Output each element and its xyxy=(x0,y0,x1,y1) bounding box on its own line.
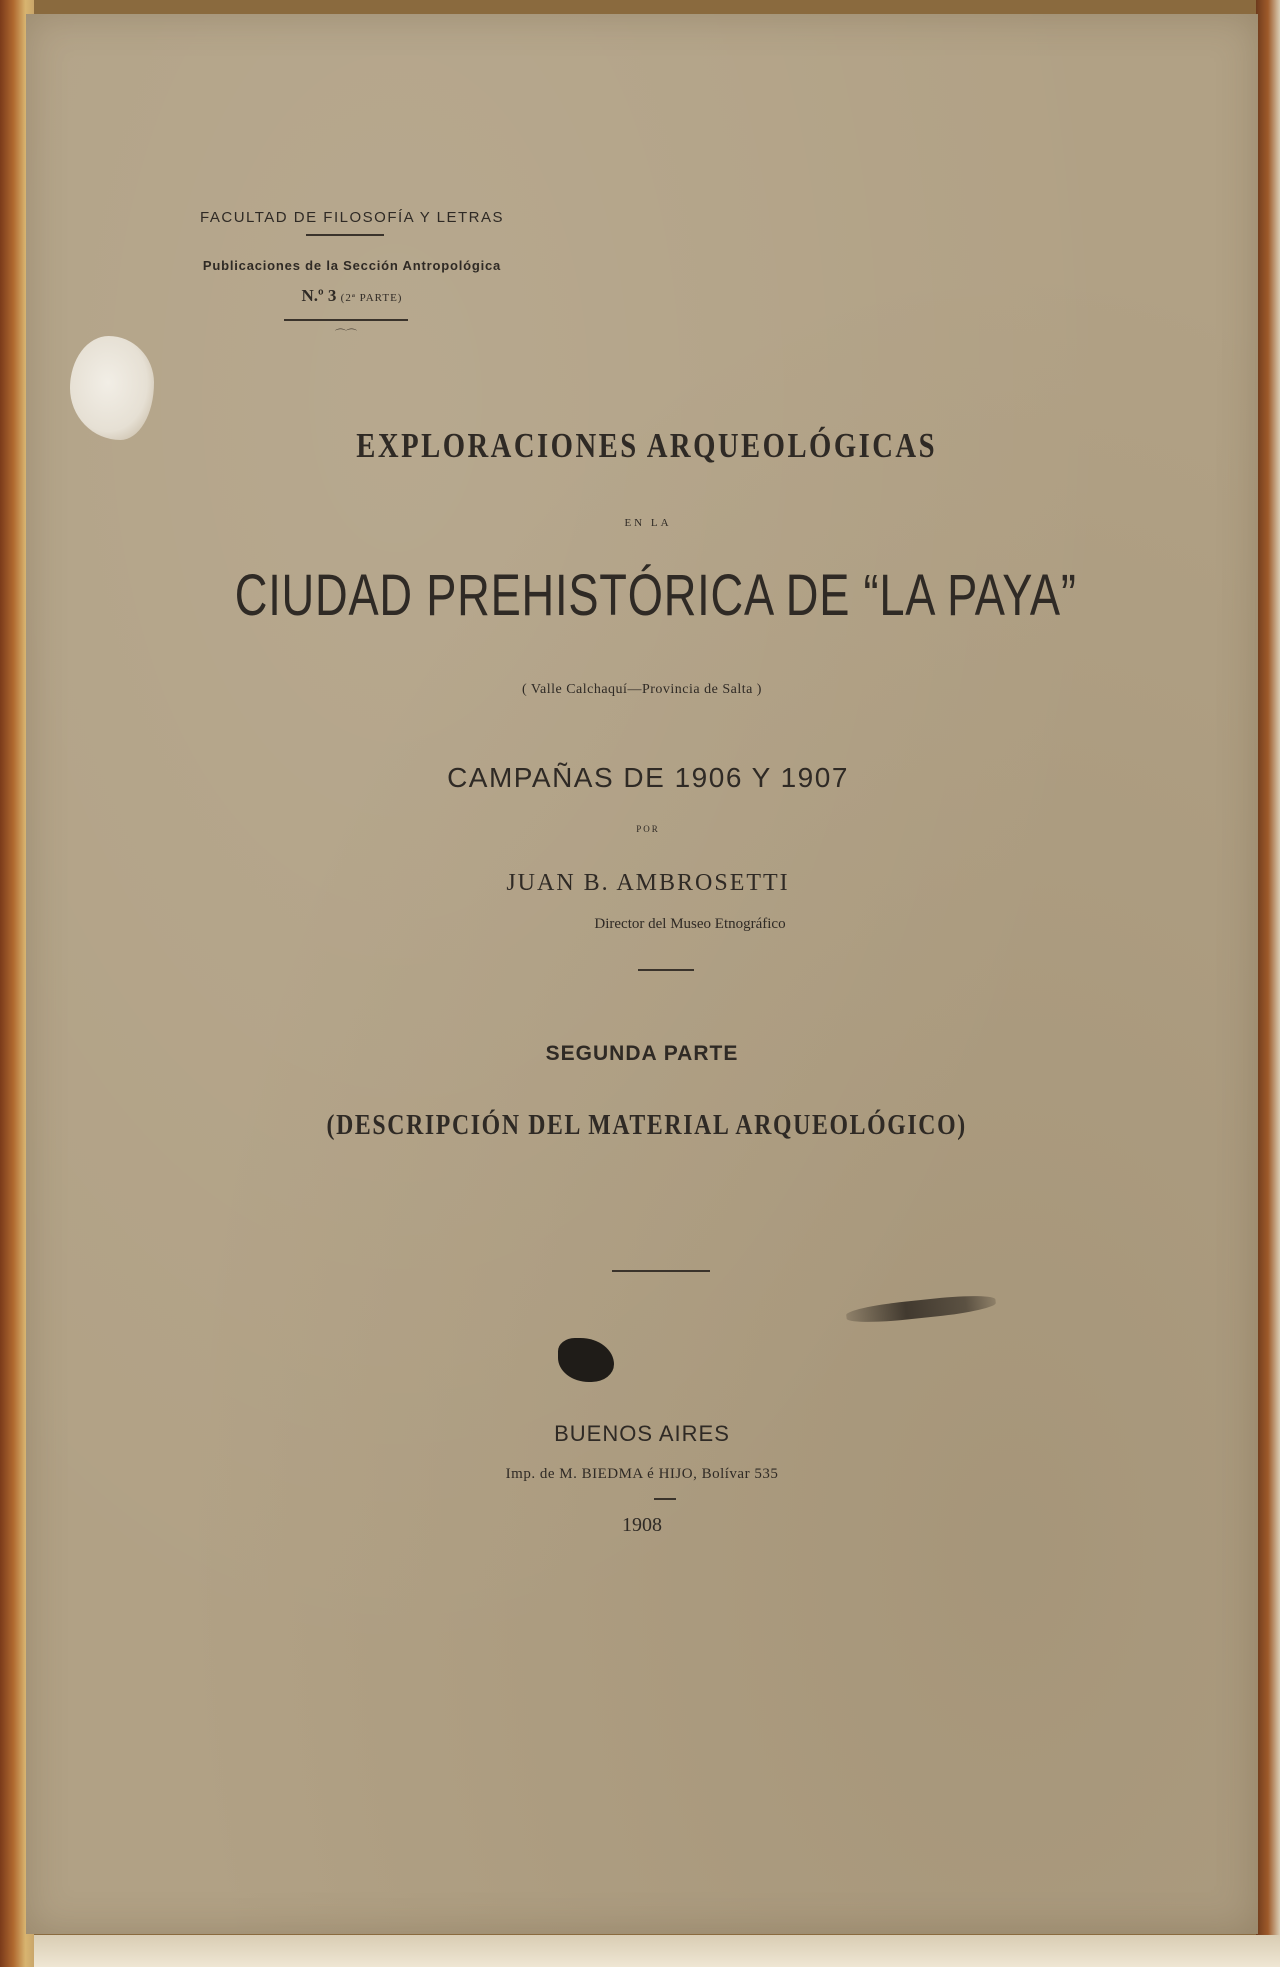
imprint-rule xyxy=(654,1498,676,1500)
paper-stain-dark xyxy=(558,1338,614,1382)
series-number xyxy=(146,286,558,306)
page-edge-bottom xyxy=(34,1935,1280,1967)
header-rule xyxy=(306,234,384,236)
series-part-note: (2ª PARTE) xyxy=(340,292,403,304)
location-subtitle: ( Valle Calchaquí—Provincia de Salta ) xyxy=(522,682,762,697)
section-rule-lower xyxy=(612,1270,710,1272)
author-name: JUAN B. AMBROSETTI xyxy=(506,870,790,896)
author-role: Director del Museo Etnográfico xyxy=(594,916,786,932)
main-title: CIUDAD PREHISTÓRICA DE “LA PAYA” xyxy=(234,563,1077,628)
by-label: POR xyxy=(636,824,660,834)
page-edge-right xyxy=(1256,0,1280,1967)
imprint-year: 1908 xyxy=(622,1514,662,1536)
title-page xyxy=(26,14,1258,1934)
imprint-printer: Imp. de M. BIEDMA é HIJO, Bolívar 535 xyxy=(505,1466,779,1482)
header-rule-lower xyxy=(284,319,408,321)
paper-stain-streak xyxy=(845,1292,996,1326)
series-number-value: N.º 3 xyxy=(301,286,337,305)
part-label: SEGUNDA PARTE xyxy=(545,1042,739,1065)
campaigns-line: CAMPAÑAS DE 1906 Y 1907 xyxy=(447,762,849,793)
publication-series: Publicaciones de la Sección Antropológica xyxy=(202,258,502,273)
title-connector: EN LA xyxy=(624,517,672,529)
imprint-city: BUENOS AIRES xyxy=(554,1421,730,1446)
title-line-1: EXPLORACIONES ARQUEOLÓGICAS xyxy=(356,426,938,465)
paper-stain-light xyxy=(70,336,154,440)
ornament-icon: ⌒⌒ xyxy=(335,328,357,341)
part-description: (DESCRIPCIÓN DEL MATERIAL ARQUEOLÓGICO) xyxy=(326,1109,967,1141)
faculty-name: FACULTAD DE FILOSOFÍA Y LETRAS xyxy=(200,209,504,226)
section-rule xyxy=(638,969,694,971)
